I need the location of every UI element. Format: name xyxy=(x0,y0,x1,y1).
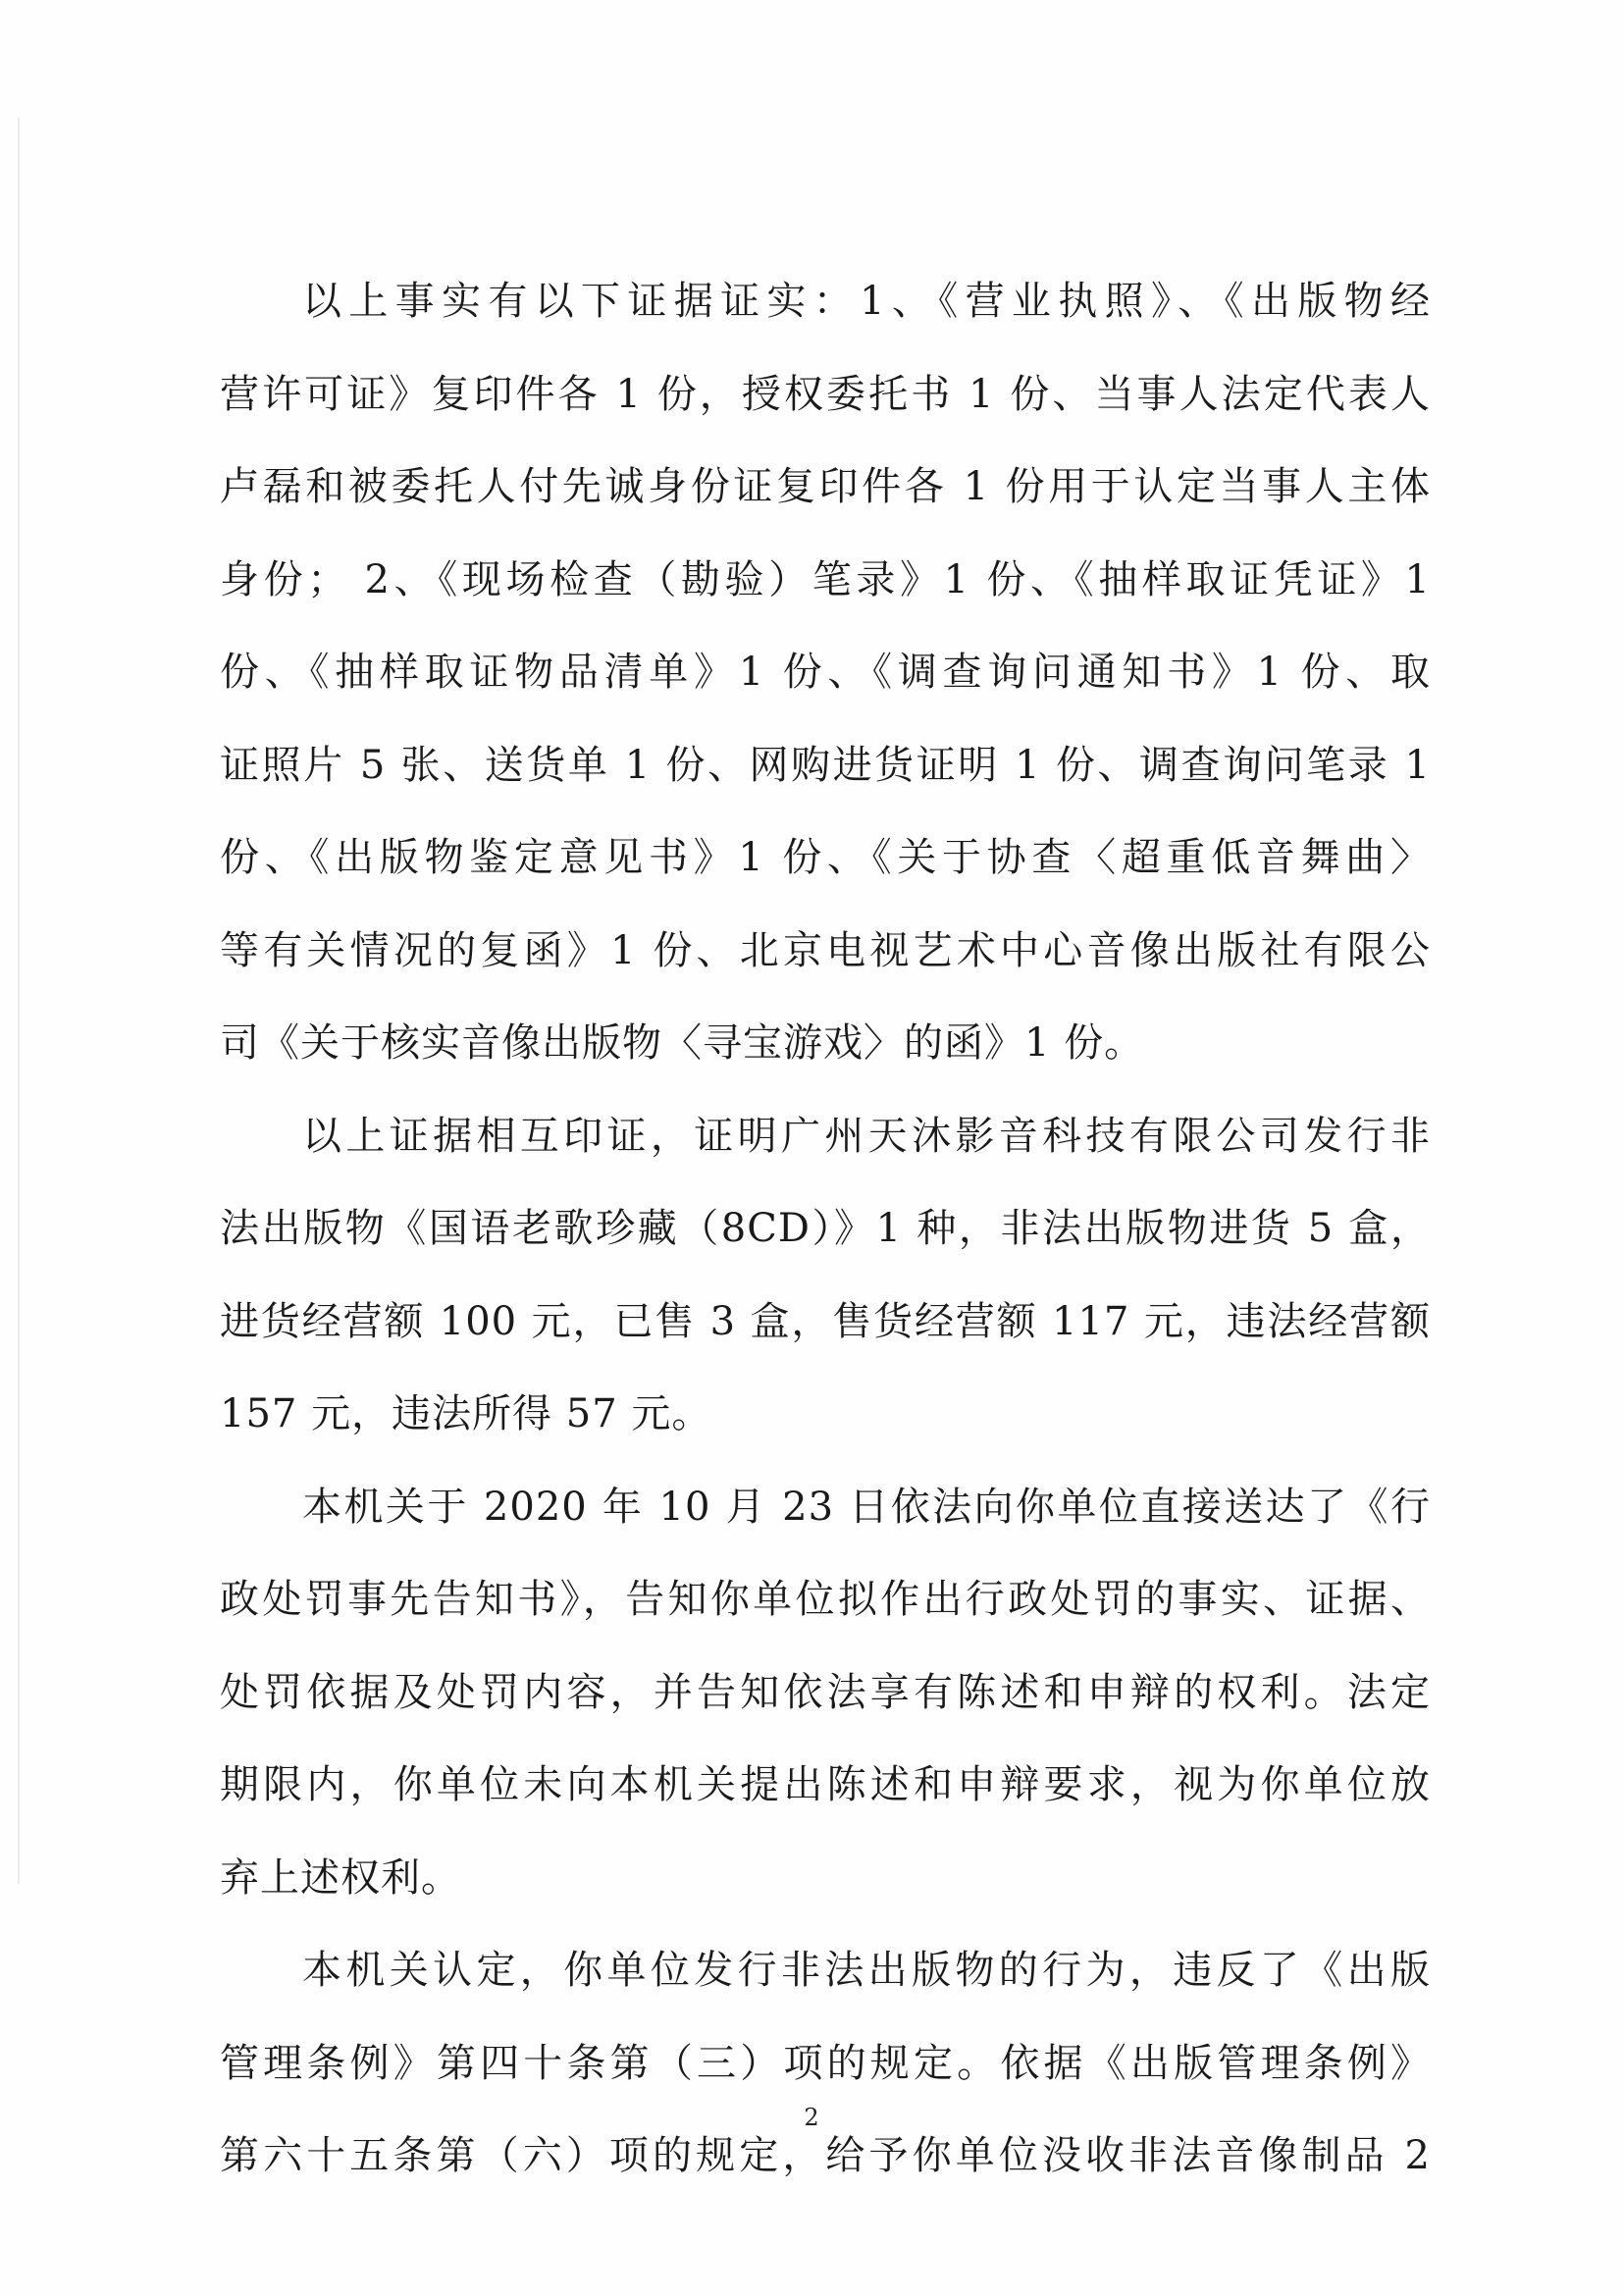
text-line: 以上事实有以下证据证实：1、《营业执照》、《出版物经 xyxy=(302,279,1431,324)
page-number: 2 xyxy=(804,2104,819,2131)
document-body xyxy=(220,255,1431,2203)
text-line: 以上证据相互印证，证明广州天沐影音科技有限公司发行非 xyxy=(302,1113,1431,1159)
text-line: 本机关于 2020 年 10 月 23 日依法向你单位直接送达了《行 xyxy=(302,1484,1431,1530)
text-line: 身份； 2、《现场检查（勘验）笔录》1 份、《抽样取证凭证》1 xyxy=(220,556,1431,602)
paragraph-corroboration xyxy=(220,1090,1431,1461)
paragraph-evidence xyxy=(220,255,1431,1090)
text-line: 第六十五条第（六）项的规定，给予你单位没收非法音像制品 2 xyxy=(220,2133,1431,2178)
scan-edge-shadow xyxy=(18,118,20,1884)
text-line: 政处罚事先告知书》，告知你单位拟作出行政处罚的事实、证据、 xyxy=(220,1577,1431,1622)
text-line: 管理条例》第四十条第（三）项的规定。依据《出版管理条例》 xyxy=(220,2040,1431,2086)
text-line: 期限内，你单位未向本机关提出陈述和申辩要求，视为你单位放 xyxy=(220,1762,1431,1807)
text-line: 司《关于核实音像出版物〈寻宝游戏〉的函》1 份。 xyxy=(220,1020,1145,1066)
text-line: 本机关认定，你单位发行非法出版物的行为，违反了《出版 xyxy=(302,1948,1431,1993)
paragraph-determination xyxy=(220,1924,1431,2203)
text-line: 营许可证》复印件各 1 份，授权委托书 1 份、当事人法定代表人 xyxy=(220,371,1431,417)
text-line: 份、《出版物鉴定意见书》1 份、《关于协查〈超重低音舞曲〉 xyxy=(220,835,1431,880)
text-line: 份、《抽样取证物品清单》1 份、《调查询问通知书》1 份、取 xyxy=(220,650,1431,695)
text-line: 处罚依据及处罚内容，并告知依法享有陈述和申辩的权利。法定 xyxy=(220,1669,1431,1715)
text-line: 等有关情况的复函》1 份、北京电视艺术中心音像出版社有限公 xyxy=(220,927,1431,973)
text-line: 卢磊和被委托人付先诚身份证复印件各 1 份用于认定当事人主体 xyxy=(220,464,1431,509)
text-line: 法出版物《国语老歌珍藏（8CD）》1 种，非法出版物进货 5 盒， xyxy=(220,1206,1431,1251)
paragraph-notice xyxy=(220,1461,1431,1925)
text-line: 证照片 5 张、送货单 1 份、网购进货证明 1 份、调查询问笔录 1 xyxy=(220,742,1431,788)
text-line: 157 元，违法所得 57 元。 xyxy=(220,1391,712,1436)
text-line: 弃上述权利。 xyxy=(220,1854,461,1901)
text-line: 进货经营额 100 元，已售 3 盒，售货经营额 117 元，违法经营额 xyxy=(220,1298,1431,1344)
